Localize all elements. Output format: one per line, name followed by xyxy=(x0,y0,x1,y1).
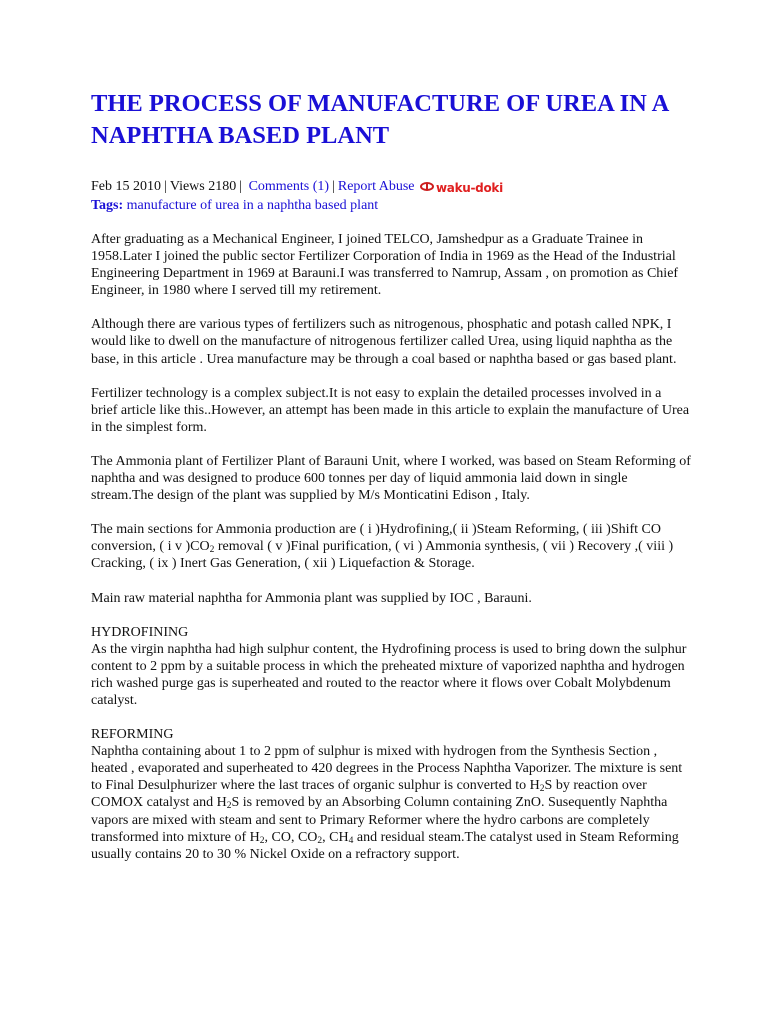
tags-line xyxy=(91,197,691,214)
views-count: Views 2180 xyxy=(169,179,237,194)
text-run: , CH xyxy=(322,829,349,845)
section-heading-reforming: REFORMING xyxy=(91,727,174,743)
post-date: Feb 15 2010 xyxy=(91,179,161,194)
text-run: S by reaction over COMOX catalyst and H xyxy=(91,778,647,811)
paragraph-4: The Ammonia plant of Fertilizer Plant of Barauni Unit, where I worked, was based on Steam Reforming of naphtha and was designed to produce 600 tonnes per day of liquid ammonia laid down in single stream.The design of the plant was supplied by M/s Monticatini Edison , Italy. xyxy=(91,453,691,504)
text-run: removal ( v )Final purification, ( vi ) Ammonia synthesis, ( vii ) Recovery ,( viii ) Cracking, ( ix ) Inert Gas Generation, ( xii ) Liquefaction & Storage. xyxy=(91,539,674,572)
subscript: 2 xyxy=(259,835,265,846)
tag-link[interactable]: manufacture of urea in a naphtha based plant xyxy=(126,198,379,213)
subscript: 2 xyxy=(226,801,232,812)
text-run: , CO, CO xyxy=(264,829,318,845)
logo-text: waku-doki xyxy=(435,181,503,195)
subscript: 2 xyxy=(209,545,215,556)
waku-doki-logo[interactable] xyxy=(420,180,503,197)
article-meta xyxy=(91,178,691,197)
subscript: 4 xyxy=(348,835,354,846)
article xyxy=(91,88,691,863)
paragraph-reforming xyxy=(91,743,691,863)
text-run: S is removed by an Absorbing Column containing ZnO. Susequently Naphtha vapors are mixed with steam and sent to Primary Reformer where the hydro carbons are completely transformed into mixture of H xyxy=(91,795,668,845)
paragraph-5 xyxy=(91,521,691,572)
tags-label: Tags: xyxy=(91,198,124,213)
toyota-emblem-icon xyxy=(420,182,434,191)
section-heading-hydrofining: HYDROFINING xyxy=(91,624,189,640)
paragraph-1: After graduating as a Mechanical Engineer, I joined TELCO, Jamshedpur as a Graduate Trainee in 1958.Later I joined the public sector Fertilizer Corporation of India in 1969 as the Head of the Industrial Engineering Department in 1969 at Barauni.I was transferred to Namrup, Assam , on promotion as Chief Engineer, in 1980 where I served till my retirement. xyxy=(91,232,679,299)
text-run: and residual steam.The catalyst used in Steam Reforming usually contains 20 to 30 % Nickel Oxide on a refractory support. xyxy=(91,829,679,862)
report-abuse-link[interactable]: Report Abuse xyxy=(337,179,415,194)
article-title: THE PROCESS OF MANUFACTURE OF UREA IN A NAPHTHA BASED PLANT xyxy=(91,90,668,149)
paragraph-hydrofining: As the virgin naphtha had high sulphur content, the Hydrofining process is used to bring down the sulphur content to 2 ppm by a suitable process in which the preheated mixture of vaporized naphtha and hydrogen rich washed purge gas is superheated and routed to the reactor where it flows over Cobalt Molybdenum catalyst. xyxy=(91,641,687,708)
text-run: The main sections for Ammonia production are ( i )Hydrofining,( ii )Steam Reforming, ( iii )Shift CO conversion, ( i v )CO xyxy=(91,522,662,555)
paragraph-6: Main raw material naphtha for Ammonia plant was supplied by IOC , Barauni. xyxy=(91,590,532,606)
separator: | xyxy=(239,179,243,194)
paragraph-2: Although there are various types of fertilizers such as nitrogenous, phosphatic and potash called NPK, I would like to dwell on the manufacture of nitrogenous fertilizer called Urea, using liquid naphtha as the base, in this article . Urea manufacture may be through a coal based or naphtha based or gas based plant. xyxy=(91,317,677,367)
separator: | xyxy=(332,179,335,194)
text-run: Naphtha containing about 1 to 2 ppm of sulphur is mixed with hydrogen from the Synthesis Section , heated , evaporated and superheated to 420 degrees in the Process Naphtha Vaporizer. The mixture is sent to Final Desulphurizer where the last traces of organic sulphur is converted to H xyxy=(91,744,683,794)
comments-link[interactable]: Comments (1) xyxy=(248,179,330,194)
paragraph-3: Fertilizer technology is a complex subject.It is not easy to explain the detailed processes involved in a brief article like this..However, an attempt has been made in this article to explain the manufacture of Urea in the simplest form. xyxy=(91,385,690,435)
separator: | xyxy=(164,179,167,194)
subscript: 2 xyxy=(317,835,323,846)
subscript: 2 xyxy=(539,784,545,795)
